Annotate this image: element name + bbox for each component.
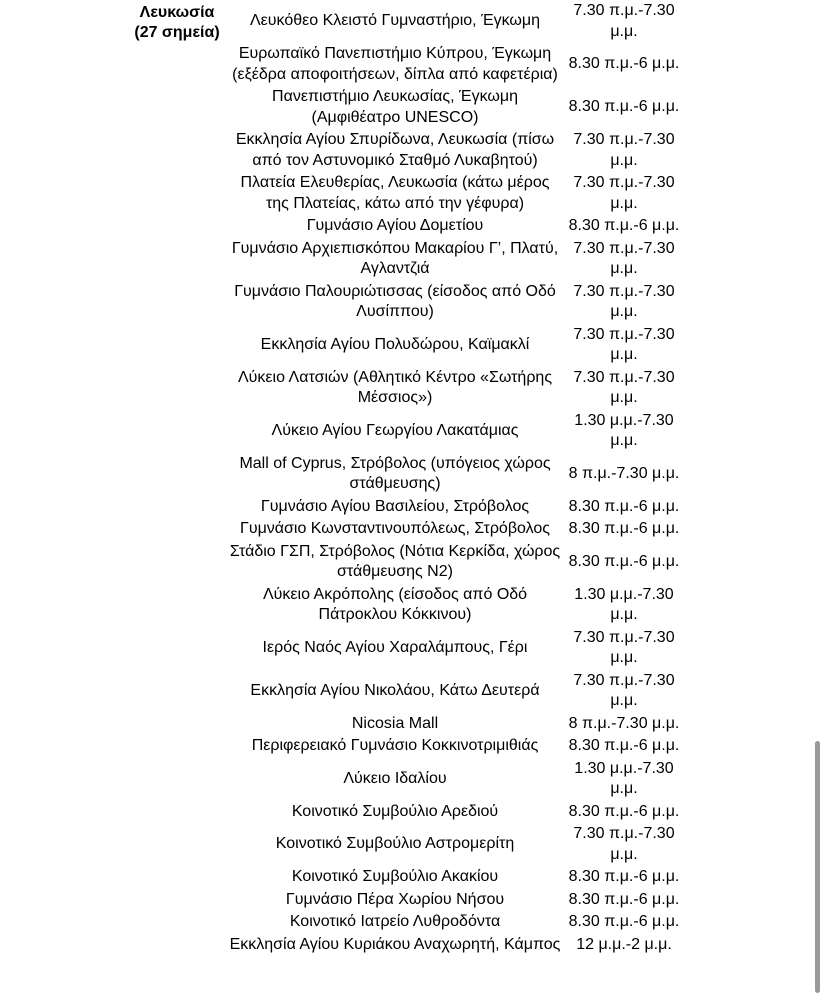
site-hours: 8.30 π.μ.-6 μ.μ. (568, 552, 680, 570)
testing-sites-table (228, 0, 686, 956)
site-location: Κοινοτικό Συμβούλιο Αρεδιού (291, 802, 499, 820)
site-hours: 7.30 π.μ.-7.30 μ.μ. (573, 239, 675, 277)
table-row (228, 215, 686, 238)
table-row (228, 735, 686, 758)
site-location: Κοινοτικό Συμβούλιο Ακακίου (291, 868, 499, 885)
table-row (228, 172, 686, 215)
table-row (228, 541, 686, 584)
site-hours: 7.30 π.μ.-7.30 μ.μ. (573, 325, 675, 363)
site-location: Πλατεία Ελευθερίας, Λευκωσία (κάτω μέρος της Πλατείας, κάτω από την γέφυρα) (240, 174, 550, 212)
site-hours: 8.30 π.μ.-6 μ.μ. (568, 913, 680, 930)
table-row (228, 911, 686, 934)
table-row (228, 934, 686, 957)
vertical-scrollbar[interactable] (815, 741, 820, 993)
region-count: (27 σημεία) (134, 24, 220, 41)
table-row (228, 453, 686, 496)
table-row (228, 324, 686, 367)
site-location: Λύκειο Ιδαλίου (343, 769, 447, 787)
site-hours: 7.30 π.μ.-7.30 μ.μ. (573, 282, 675, 320)
site-hours: 7.30 π.μ.-7.30 μ.μ. (573, 671, 675, 709)
table-row (228, 670, 686, 713)
site-location: Ιερός Ναός Αγίου Χαραλάμπους, Γέρι (262, 638, 528, 656)
table-row (228, 584, 686, 627)
site-location: Λύκειο Λατσιών (Αθλητικό Κέντρο «Σωτήρης Μέσσιος») (237, 368, 553, 406)
site-location: Λύκειο Ακρόπολης (είσοδος από Οδό Πάτροκλου Κόκκινου) (262, 585, 528, 623)
region-heading (128, 3, 226, 43)
table-row (228, 823, 686, 866)
table-row (228, 281, 686, 324)
table-row (228, 866, 686, 889)
site-hours: 8.30 π.μ.-6 μ.μ. (568, 55, 680, 73)
site-location: Κοινοτικό Συμβούλιο Αστρομερίτη (275, 835, 515, 853)
table-row (228, 627, 686, 670)
site-hours: 7.30 π.μ.-7.30 μ.μ. (573, 131, 675, 169)
site-hours: 7.30 π.μ.-7.30 μ.μ. (573, 174, 675, 212)
table-row (228, 758, 686, 801)
table-row (228, 43, 686, 86)
site-hours: 8.30 π.μ.-6 μ.μ. (568, 98, 680, 116)
site-location: Mall of Cyprus, Στρόβολος (υπόγειος χώρος στάθμευσης) (239, 454, 551, 492)
site-hours: 7.30 π.μ.-7.30 μ.μ. (573, 2, 675, 40)
site-location: Γυμνάσιο Πέρα Χωρίου Νήσου (285, 890, 505, 908)
site-location: Γυμνάσιο Κωνσταντινουπόλεως, Στρόβολος (240, 520, 550, 537)
site-hours: 8.30 π.μ.-6 μ.μ. (568, 497, 680, 515)
site-hours: 8.30 π.μ.-6 μ.μ. (568, 890, 680, 908)
site-location: Λευκόθεο Κλειστό Γυμναστήριο, Έγκωμη (249, 12, 541, 30)
site-location: Λύκειο Αγίου Γεωργίου Λακατάμιας (271, 421, 519, 439)
site-hours: 7.30 π.μ.-7.30 μ.μ. (573, 628, 675, 666)
site-location: Εκκλησία Αγίου Πολυδώρου, Καϊμακλί (260, 335, 530, 353)
testing-sites-body (228, 0, 686, 956)
table-row (228, 367, 686, 410)
site-location: Nicosia Mall (351, 714, 439, 732)
site-location: Γυμνάσιο Αγίου Βασιλείου, Στρόβολος (260, 497, 530, 515)
table-row (228, 496, 686, 519)
site-hours: 8 π.μ.-7.30 μ.μ. (568, 464, 680, 482)
site-location: Πανεπιστήμιο Λευκωσίας, Έγκωμη (Αμφιθέατρο UNESCO) (272, 88, 518, 126)
table-row (228, 801, 686, 824)
site-location: Γυμνάσιο Αρχιεπισκόπου Μακαρίου Γ’, Πλατύ, Αγλαντζιά (231, 239, 559, 277)
site-location: Εκκλησία Αγίου Σπυρίδωνα, Λευκωσία (πίσω από τον Αστυνομικό Σταθμό Λυκαβητού) (235, 131, 555, 169)
table-row (228, 518, 686, 541)
site-hours: 8.30 π.μ.-6 μ.μ. (568, 868, 680, 885)
table-row (228, 0, 686, 43)
site-hours: 1.30 μ.μ.-7.30 μ.μ. (574, 585, 674, 623)
site-hours: 8.30 π.μ.-6 μ.μ. (568, 737, 680, 754)
site-location: Στάδιο ΓΣΠ, Στρόβολος (Νότια Κερκίδα, χώρος στάθμευσης Ν2) (229, 542, 561, 580)
site-location: Εκκλησία Αγίου Νικολάου, Κάτω Δευτερά (250, 681, 540, 699)
table-row (228, 129, 686, 172)
site-hours: 1.30 μ.μ.-7.30 μ.μ. (574, 411, 674, 449)
site-location: Κοινοτικό Ιατρείο Λυθροδόντα (289, 913, 501, 930)
site-hours: 8.30 π.μ.-6 μ.μ. (568, 217, 680, 234)
site-location: Γυμνάσιο Παλουριώτισσας (είσοδος από Οδό Λυσίππου) (234, 282, 556, 320)
site-hours: 7.30 π.μ.-7.30 μ.μ. (573, 368, 675, 406)
table-row (228, 410, 686, 453)
table-row (228, 889, 686, 912)
table-row (228, 713, 686, 736)
site-hours: 8.30 π.μ.-6 μ.μ. (568, 802, 680, 820)
site-location: Περιφερειακό Γυμνάσιο Κοκκινοτριμιθιάς (251, 737, 539, 754)
table-row (228, 238, 686, 281)
site-hours: 8 π.μ.-7.30 μ.μ. (568, 714, 680, 732)
site-hours: 1.30 μ.μ.-7.30 μ.μ. (574, 759, 674, 797)
region-name: Λευκωσία (139, 4, 215, 21)
site-location: Γυμνάσιο Αγίου Δομετίου (306, 217, 484, 234)
table-row (228, 86, 686, 129)
site-location: Εκκλησία Αγίου Κυριάκου Αναχωρητή, Κάμπος (229, 935, 561, 953)
site-hours: 12 μ.μ.-2 μ.μ. (576, 935, 672, 953)
site-location: Ευρωπαϊκό Πανεπιστήμιο Κύπρου, Έγκωμη (εξέδρα αποφοιτήσεων, δίπλα από καφετέρια) (232, 45, 558, 83)
site-hours: 8.30 π.μ.-6 μ.μ. (568, 520, 680, 537)
site-hours: 7.30 π.μ.-7.30 μ.μ. (573, 825, 675, 863)
